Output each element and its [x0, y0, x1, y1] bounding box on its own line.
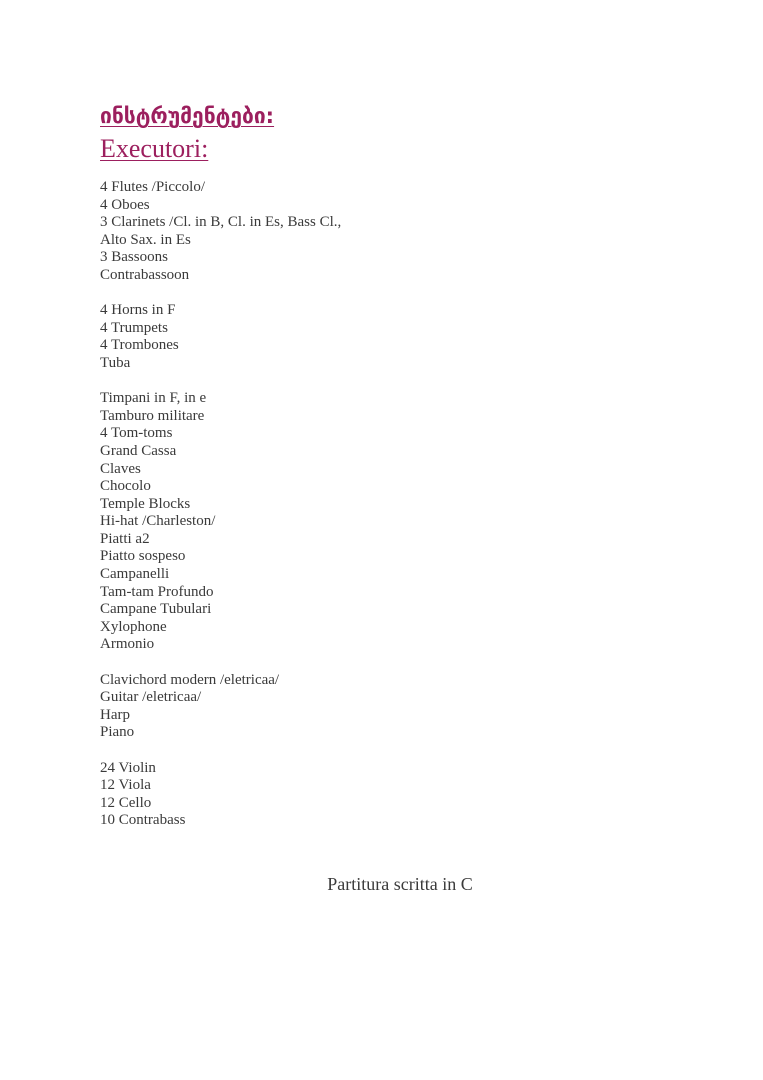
instrument-item: Campanelli — [100, 566, 170, 583]
instrument-item: 4 Trombones — [100, 337, 179, 354]
instrument-group-woodwinds — [100, 179, 341, 285]
instrument-item: Xylophone — [100, 618, 167, 635]
instrument-item: Timpani in F, in e — [100, 390, 207, 407]
instrument-item: 4 Flutes /Piccolo/ — [100, 179, 205, 195]
instrument-item: Chocolo — [100, 478, 151, 495]
instrument-item: 12 Cello — [100, 794, 152, 811]
instrument-item: Alto Sax. in Es — [100, 231, 191, 248]
instrument-item: Armonio — [100, 636, 155, 653]
instrument-item: 4 Tom-toms — [100, 425, 173, 442]
instrument-item: 3 Bassoons — [100, 249, 168, 266]
instrument-group-brass — [100, 302, 341, 372]
instrument-item: Grand Cassa — [100, 442, 177, 459]
instrument-item: Piatto sospeso — [100, 548, 186, 565]
instrument-item: Harp — [100, 706, 130, 723]
instrument-item: 4 Trumpets — [100, 319, 168, 336]
instrument-group-keyboards-strings — [100, 672, 341, 742]
instrument-item: Clavichord modern /eletricaa/ — [100, 671, 280, 688]
instrument-item: Piatti a2 — [100, 530, 150, 547]
instrument-item: 4 Oboes — [100, 196, 150, 213]
instrument-item: Campane Tubulari — [100, 601, 212, 618]
instrument-item: 4 Horns in F — [100, 302, 176, 319]
instrument-group-strings — [100, 760, 341, 830]
instrument-item: 24 Violin — [100, 759, 156, 776]
instrument-item: 3 Clarinets /Cl. in B, Cl. in Es, Bass Cl., — [100, 214, 342, 231]
instrument-item: Tamburo militare — [100, 407, 205, 424]
instrument-item: Claves — [100, 460, 141, 477]
instrument-item: Temple Blocks — [100, 495, 191, 512]
instrument-item: 10 Contrabass — [100, 812, 186, 829]
instrument-item: Piano — [100, 724, 135, 741]
instrument-group-percussion — [100, 390, 341, 654]
instrument-item: Tam-tam Profundo — [100, 583, 214, 600]
instrument-item: 12 Viola — [100, 777, 151, 794]
instrument-item: Guitar /eletricaa/ — [100, 689, 202, 706]
instrument-list — [100, 179, 341, 848]
instrument-item: Hi-hat /Charleston/ — [100, 513, 216, 530]
score-note: Partitura scritta in C — [327, 874, 473, 894]
heading-georgian: ინსტრუმენტები: — [100, 104, 275, 128]
heading-executori: Executori: — [100, 134, 209, 163]
instrument-item: Tuba — [100, 354, 131, 371]
instrument-item: Contrabassoon — [100, 266, 190, 283]
